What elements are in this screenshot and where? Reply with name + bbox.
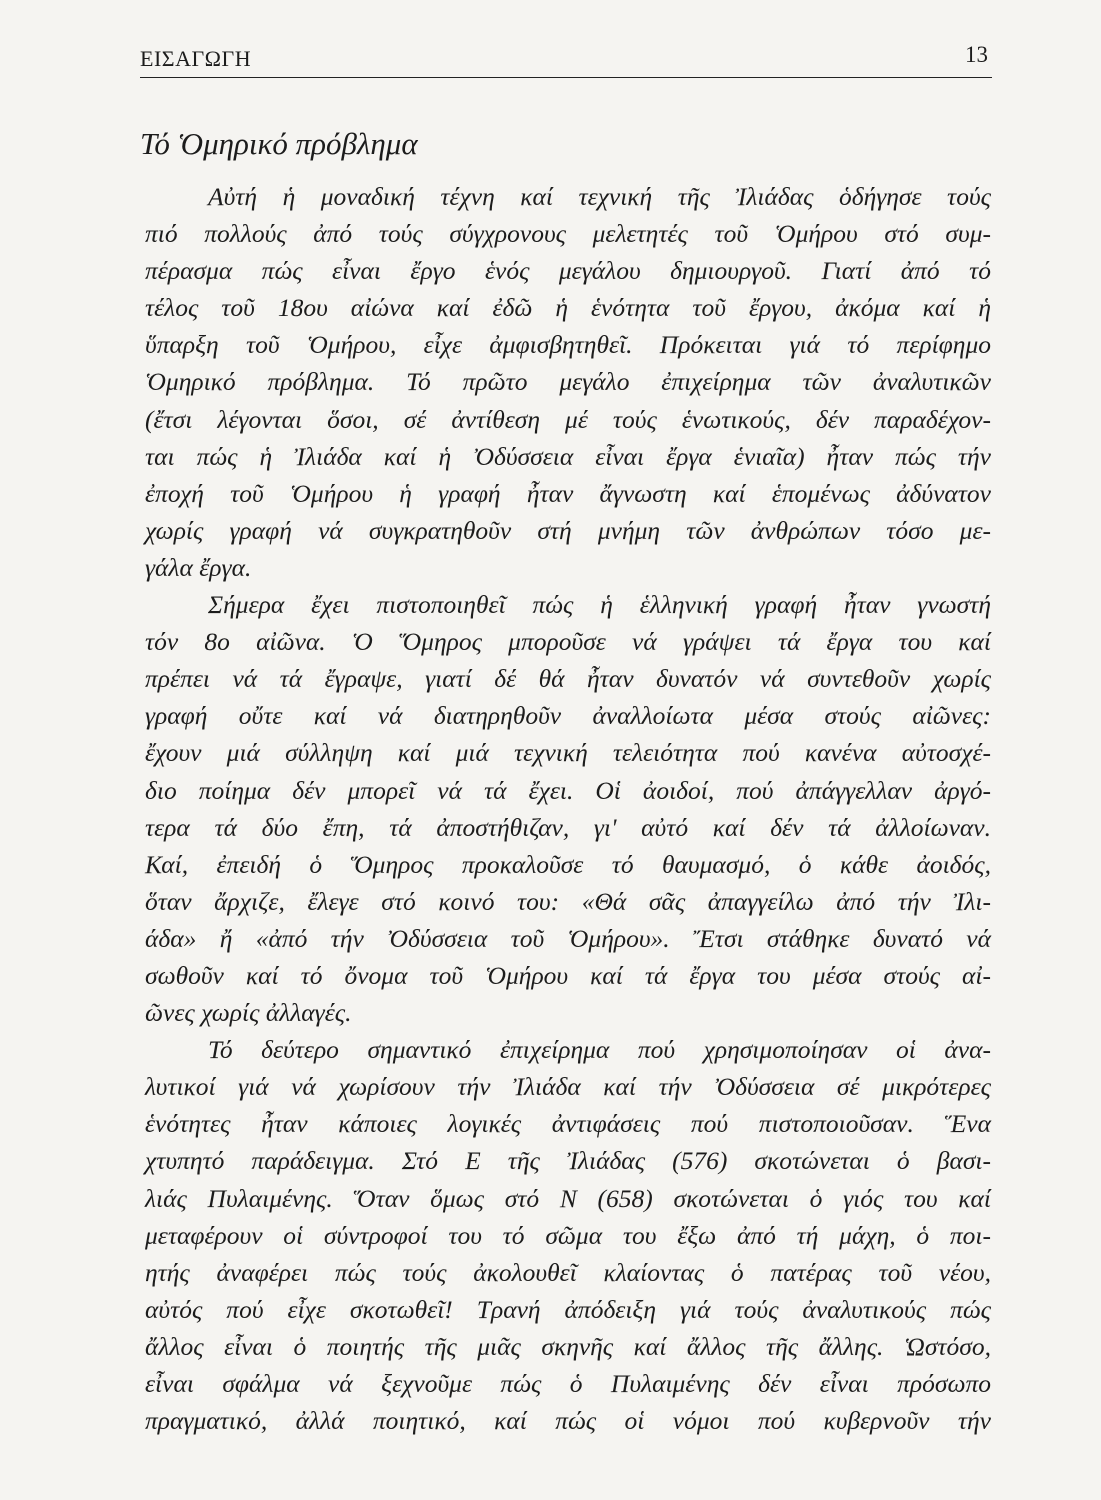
text-line: τέλος τοῦ 18ου αἰώνα καί ἐδῶ ἡ ἑνότητα τοῦ ἔργου, ἀκόμα καί ἡ	[145, 293, 991, 323]
page-number: 13	[965, 42, 988, 67]
text-line: πρέπει νά τά ἔγραψε, γιατί δέ θά ἦταν δυνατόν νά συντεθοῦν χωρίς	[145, 664, 991, 694]
text-line: γραφή οὔτε καί νά διατηρηθοῦν ἀναλλοίωτα μέσα στούς αἰῶνες:	[145, 701, 991, 731]
text-line: πραγματικό, ἀλλά ποιητικό, καί πώς οἱ νόμοι πού κυβερνοῦν τήν	[145, 1406, 991, 1436]
text-line: ῶνες χωρίς ἀλλαγές.	[145, 998, 352, 1028]
text-line: ἔχουν μιά σύλληψη καί μιά τεχνική τελειότητα πού κανένα αὐτοσχέ-	[145, 738, 991, 768]
text-line: ἄλλος εἶναι ὁ ποιητής τῆς μιᾶς σκηνῆς καί ἄλλος τῆς ἄλλης. Ὡστόσο,	[145, 1331, 991, 1361]
text-line: λυτικοί γιά νά χωρίσουν τήν Ἰλιάδα καί τήν Ὀδύσσεια σέ μικρότερες	[145, 1072, 991, 1102]
text-line: τερα τά δύο ἔπη, τά ἀποστήθιζαν, γι' αὐτό καί δέν τά ἀλλοίωναν.	[145, 812, 991, 842]
text-line: Σήμερα ἔχει πιστοποιηθεῖ πώς ἡ ἑλληνική γραφή ἦταν γνωστή	[208, 590, 991, 620]
text-line: πιό πολλούς ἀπό τούς σύγχρονους μελετητές τοῦ Ὁμήρου στό συμ-	[145, 219, 991, 249]
text-line: διο ποίημα δέν μπορεῖ νά τά ἔχει. Οἱ ἀοιδοί, πού ἀπάγγελλαν ἀργό-	[145, 775, 991, 805]
text-line: αὐτός πού εἶχε σκοτωθεῖ! Τρανή ἀπόδειξη γιά τούς ἀναλυτικούς πώς	[145, 1294, 991, 1324]
text-line: χωρίς γραφή νά συγκρατηθοῦν στή μνήμη τῶν ἀνθρώπων τόσο με-	[145, 515, 991, 545]
text-line: σωθοῦν καί τό ὄνομα τοῦ Ὁμήρου καί τά ἔργα του μέσα στούς αἰ-	[145, 960, 991, 990]
text-line: τόν 8ο αἰῶνα. Ὁ Ὅμηρος μποροῦσε νά γράψει τά ἔργα του καί	[145, 627, 991, 657]
text-line: ὕπαρξη τοῦ Ὁμήρου, εἶχε ἀμφισβητηθεῖ. Πρόκειται γιά τό περίφημο	[145, 330, 991, 360]
text-line: ται πώς ἡ Ἰλιάδα καί ἡ Ὀδύσσεια εἶναι ἔργα ἑνιαῖα) ἦταν πώς τήν	[145, 441, 991, 471]
text-line: Ὁμηρικό πρόβλημα. Τό πρῶτο μεγάλο ἐπιχείρημα τῶν ἀναλυτικῶν	[145, 367, 991, 397]
text-line: ἐποχή τοῦ Ὁμήρου ἡ γραφή ἦταν ἄγνωστη καί ἑπομένως ἀδύνατον	[145, 478, 991, 508]
text-line: άδα» ἤ «ἀπό τήν Ὀδύσσεια τοῦ Ὁμήρου». Ἔτσι στάθηκε δυνατό νά	[145, 923, 991, 953]
running-title: ΕΙΣΑΓΩΓΗ	[140, 46, 252, 71]
text-line: χτυπητό παράδειγμα. Στό Ε τῆς Ἰλιάδας (576) σκοτώνεται ὁ βασι-	[145, 1146, 991, 1176]
running-head	[140, 42, 990, 78]
text-line: μεταφέρουν οἱ σύντροφοί του τό σῶμα του ἔξω ἀπό τή μάχη, ὁ ποι-	[145, 1220, 991, 1250]
text-line: εἶναι σφάλμα νά ξεχνοῦμε πώς ὁ Πυλαιμένης δέν εἶναι πρόσωπο	[145, 1369, 991, 1398]
text-line: ἑνότητες ἦταν κάποιες λογικές ἀντιφάσεις πού πιστοποιοῦσαν. Ἕνα	[145, 1109, 991, 1139]
section-title: Τό Ὁμηρικό πρόβλημα	[140, 126, 418, 161]
body-text	[145, 178, 991, 1439]
text-line: πέρασμα πώς εἶναι ἔργο ἑνός μεγάλου δημιουργοῦ. Γιατί ἀπό τό	[145, 256, 991, 286]
text-line: (ἔτσι λέγονται ὅσοι, σέ ἀντίθεση μέ τούς ἑνωτικούς, δέν παραδέχον-	[145, 404, 991, 434]
text-line: λιάς Πυλαιμένης. Ὅταν ὅμως στό Ν (658) σκοτώνεται ὁ γιός του καί	[145, 1183, 991, 1213]
header-rule	[140, 77, 992, 78]
text-line: Τό δεύτερο σημαντικό ἐπιχείρημα πού χρησιμοποίησαν οἱ ἀνα-	[208, 1035, 991, 1065]
text-line: ητής ἀναφέρει πώς τούς ἀκολουθεῖ κλαίοντας ὁ πατέρας τοῦ νέου,	[145, 1257, 991, 1287]
text-line: γάλα ἔργα.	[145, 552, 252, 582]
text-line: Καί, ἐπειδή ὁ Ὅμηρος προκαλοῦσε τό θαυμασμό, ὁ κάθε ἀοιδός,	[145, 849, 991, 879]
text-line: ὅταν ἄρχιζε, ἔλεγε στό κοινό του: «Θά σᾶς ἀπαγγείλω ἀπό τήν Ἰλι-	[145, 886, 991, 916]
text-line: Αὐτή ἡ μοναδική τέχνη καί τεχνική τῆς Ἰλιάδας ὁδήγησε τούς	[208, 182, 991, 211]
